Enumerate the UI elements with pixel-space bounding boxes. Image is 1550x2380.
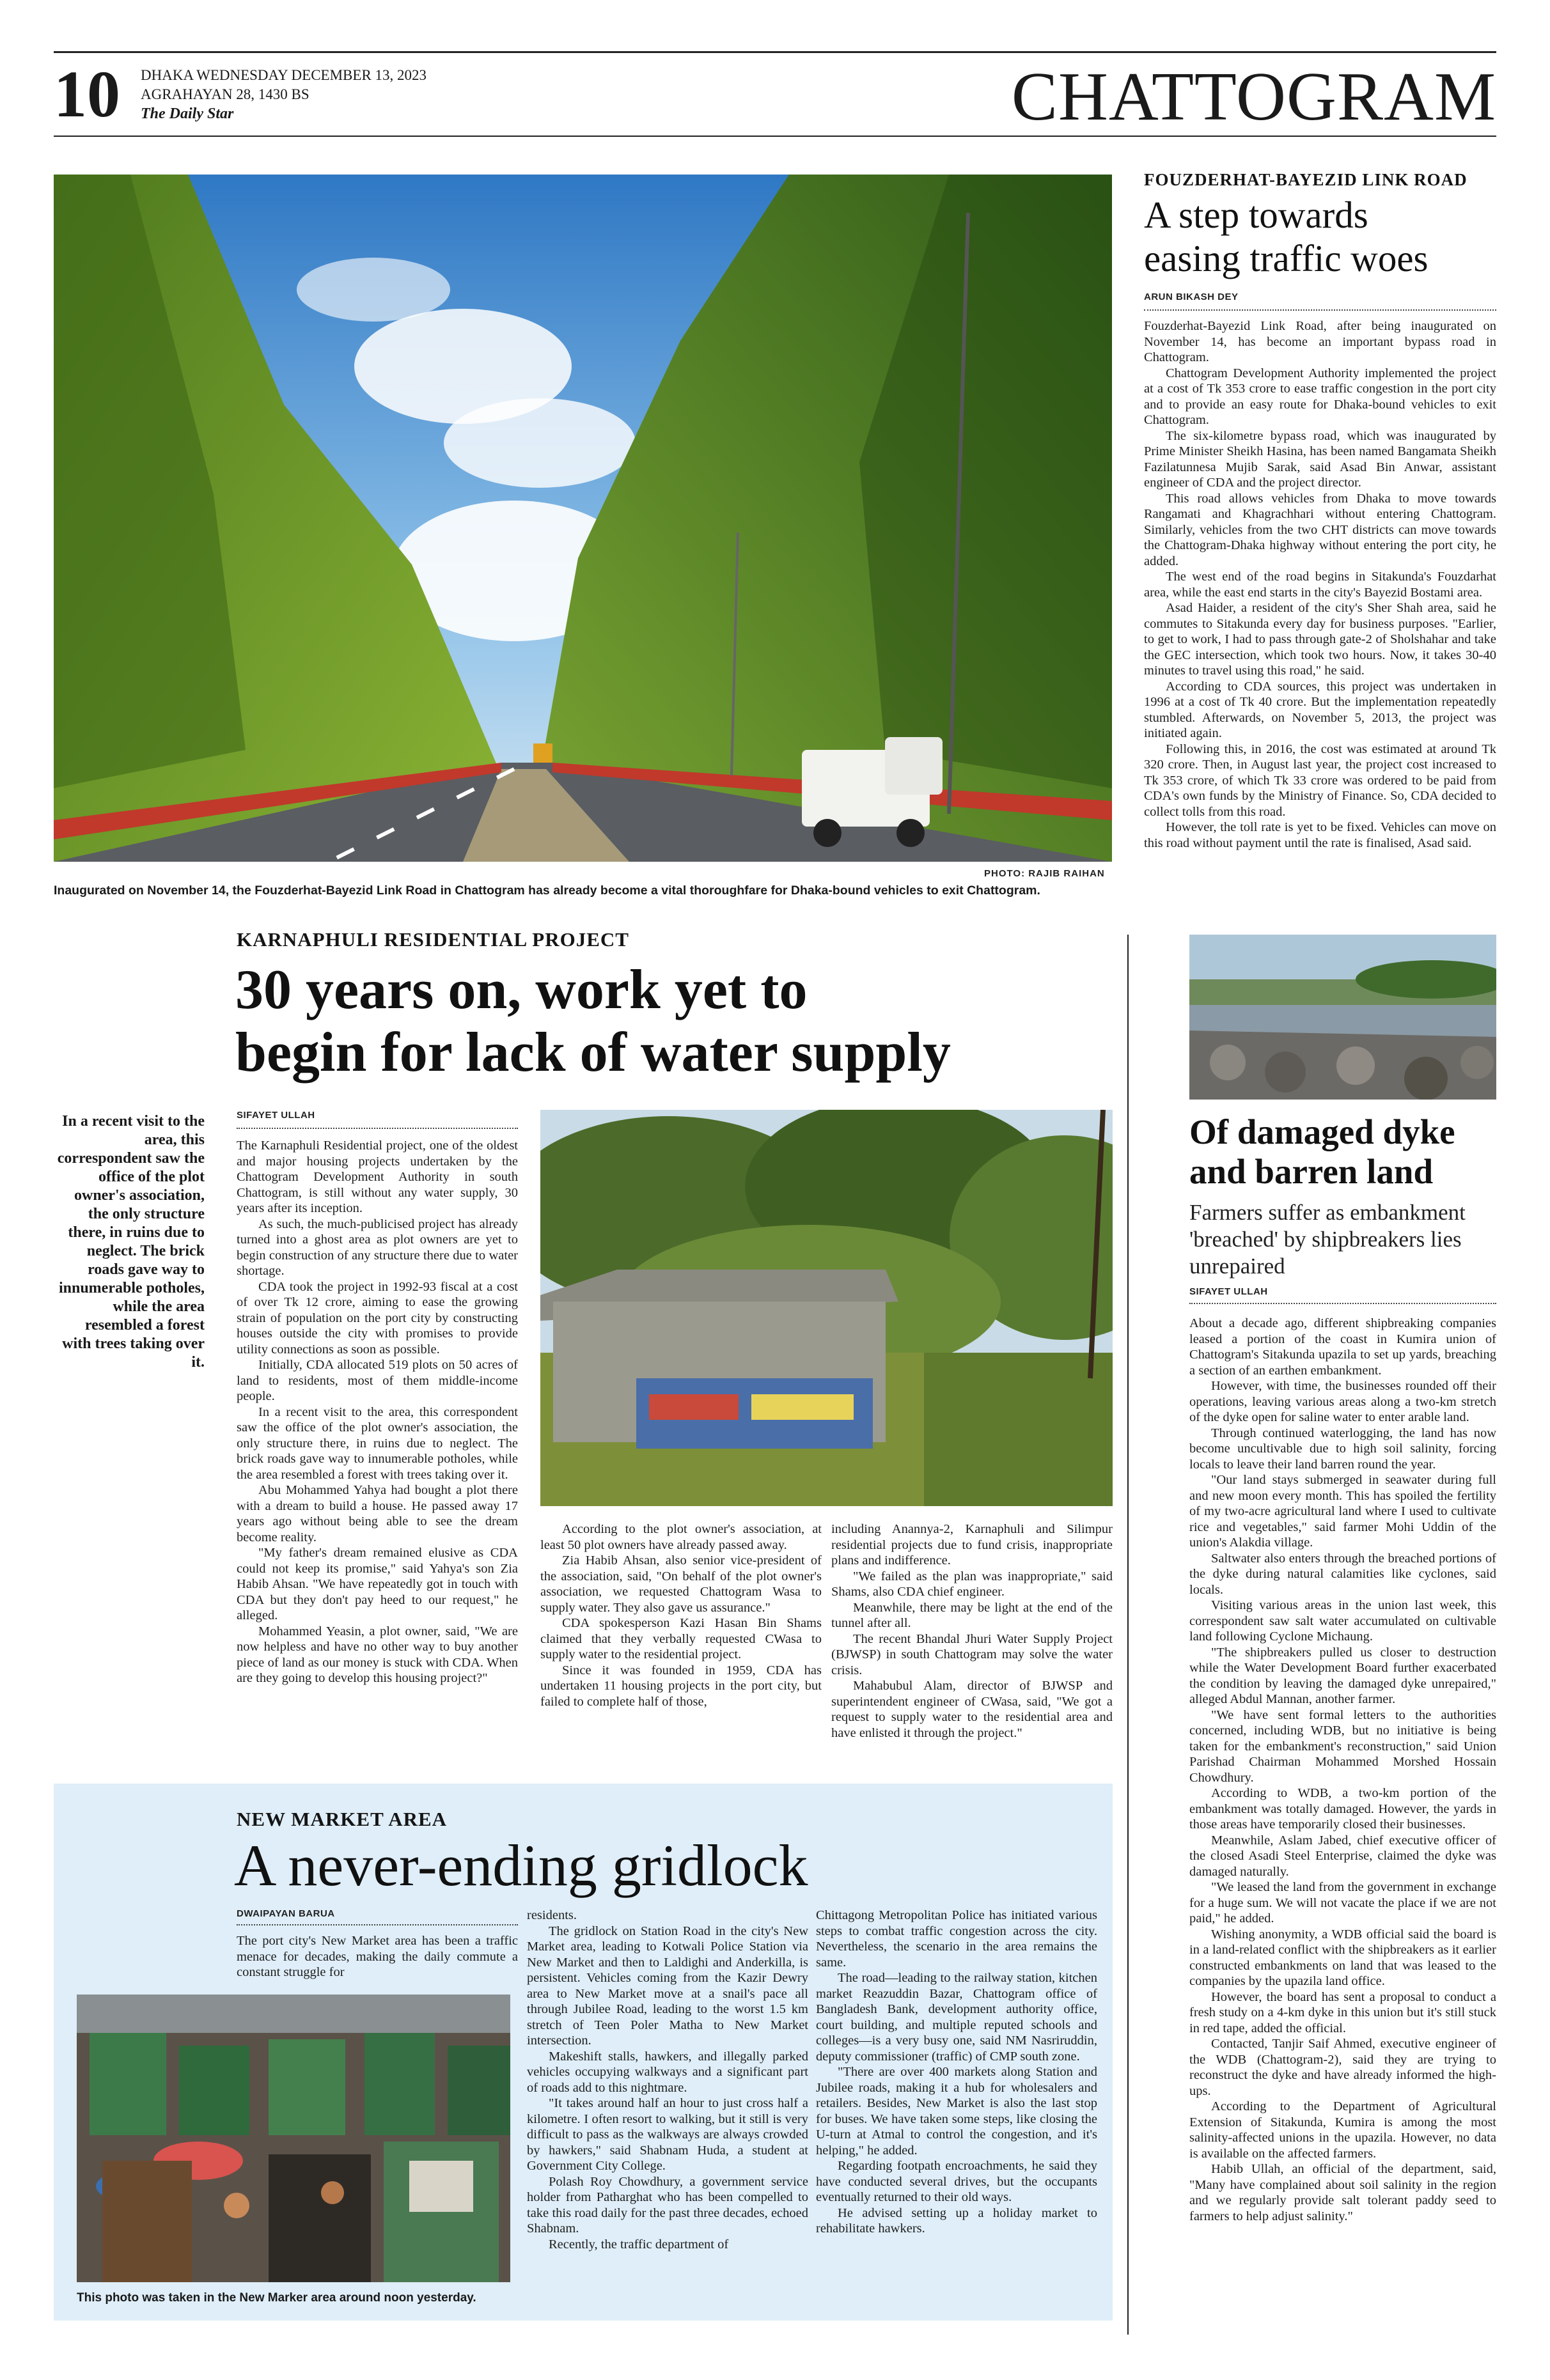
paragraph: The west end of the road begins in Sitakunda's Fouzdarhat area, while the east end starts in the city's Bayezid Bostami area. (1144, 570, 1496, 600)
paragraph: About a decade ago, different shipbreaking companies leased a portion of the coast in Kumira union of Chattogram's Sitakunda upazila to set up yards, breaching a section of an earthen embankment. (1189, 1316, 1496, 1378)
dyke-headline: Of damaged dyke and barren land (1189, 1112, 1455, 1191)
bangla-date: AGRAHAYAN 28, 1430 BS (141, 86, 309, 102)
paragraph: "The shipbreakers pulled us closer to destruction while the Water Development Board further exacerbated the condition by leaving the damaged dyke unrepaired," alleged Abdul Mannan, another farmer. (1189, 1645, 1496, 1706)
paragraph: Regarding footpath encroachments, he said they have conducted several drives, but the occupants eventually returned to their old ways. (816, 2159, 1097, 2204)
dyke-subhead: Farmers suffer as embankment 'breached' by shipbreakers lies unrepaired (1189, 1200, 1466, 1279)
new-market-kicker: NEW MARKET AREA (237, 1808, 448, 1830)
new-market-column-3 (816, 1908, 1097, 2314)
paragraph: Visiting various areas in the union last week, this correspondent saw salt water accumulated on cultivable land following Cyclone Michaung. (1189, 1598, 1496, 1644)
paragraph: "We have sent formal letters to the authorities concerned, including WDB, but no initiative is being taken for the embankment's reconstruction," said Union Parishad Chairman Mohammed Morshed Hossain Chowdhury. (1189, 1707, 1496, 1785)
paragraph: "Our land stays submerged in seawater during full and new moon every month. This has spoiled the fertility of my two-acre agricultural land where I used to cultivate rice and vegetables," said farmer Mohi Uddin of the union's Alakdia village. (1189, 1473, 1496, 1550)
paragraph: However, the board has sent a proposal to conduct a fresh study on a 4-km dyke in this union but it's still stuck in red tape, added the official. (1189, 1989, 1496, 2035)
paragraph: Since it was founded in 1959, CDA has undertaken 11 housing projects in the port city, but failed to complete half of those, (540, 1663, 822, 1709)
paragraph: Recently, the traffic department of (549, 2237, 729, 2252)
dyke-photo (1189, 935, 1496, 1100)
paragraph: Through continued waterlogging, the land has now become uncultivable due to high soil salinity, forcing locals to leave their land barren round the year. (1189, 1426, 1496, 1472)
paragraph: Makeshift stalls, hawkers, and illegally parked vehicles occupying walkways and a significant part of roads add to this nightmare. (527, 2049, 808, 2095)
pull-quote: In a recent visit to the area, this correspondent saw the office of the plot owner's association, the only structure there, in ruins due to neglect. The brick roads gave way to innumerable potholes, while the area resembled a forest with trees taking over it. (57, 1113, 205, 1371)
paragraph: Wishing anonymity, a WDB official said the board is in a land-related conflict with the shipbreakers as it earlier constructed embankments on land that was leased to the companies by the upazila land office. (1189, 1927, 1496, 1988)
paragraph: CDA spokesperson Kazi Hasan Bin Shams claimed that they verbally requested CWasa to supply water to the residential project. (540, 1616, 822, 1661)
paragraph: The recent Bhandal Jhuri Water Supply Project (BJWSP) in south Chattogram may solve the water crisis. (831, 1631, 1113, 1677)
lead-byline-rule (1144, 309, 1496, 311)
paragraph: In a recent visit to the area, this correspondent saw the office of the plot owner's association, the only structure there, in ruins due to neglect. The brick roads gave way to innumerable potholes, while the area resembled a forest with trees taking over it. (237, 1404, 518, 1482)
new-market-intro: The port city's New Market area has been a traffic menace for decades, making the daily commute a constant struggle for (237, 1934, 518, 1979)
paragraph: Habib Ullah, an official of the department, said, "Many have complained about soil salinity in the region and we regularly provide salt tolerant paddy seed to farmers to help adjust salinity." (1189, 2162, 1496, 2223)
lead-photo-caption: Inaugurated on November 14, the Fouzderhat-Bayezid Link Road in Chattogram has already become a vital thoroughfare for Dhaka-bound vehicles to exit Chattogram. (54, 883, 1040, 898)
lead-kicker: FOUZDERHAT-BAYEZID LINK ROAD (1144, 170, 1468, 189)
paragraph: "It takes around half an hour to just cross half a kilometre. I often resort to walking, but it still is very difficult to pass as the walkways are always crowded by hawkers," said Shabnam Huda, a student at Government City College. (527, 2096, 808, 2173)
paragraph: Abu Mohammed Yahya had bought a plot there with a dream to build a house. He passed away 17 years ago without being able to see the dream become reality. (237, 1483, 518, 1544)
karnaphuli-byline: SIFAYET ULLAH (237, 1110, 315, 1121)
paper-name: The Daily Star (141, 105, 234, 122)
paragraph: However, the toll rate is yet to be fixed. Vehicles can move on this road without payment until the rate is finalised, Asad said. (1144, 820, 1496, 850)
paragraph: According to the plot owner's association, at least 50 plot owners have already passed away. (540, 1522, 822, 1552)
paragraph: He advised setting up a holiday market to rehabilitate hawkers. (816, 2205, 1097, 2236)
page-number: 10 (54, 58, 120, 131)
new-market-headline: A never-ending gridlock (234, 1833, 808, 1898)
paragraph: Zia Habib Ahsan, also senior vice-president of the association, said, "On behalf of the plot owner's association, we requested Chattogram Wasa to supply water. They also gave us assurance." (540, 1553, 822, 1615)
paragraph: Asad Haider, a resident of the city's Sher Shah area, said he commutes to Sitakunda every day for business purposes. "Earlier, to get to work, I had to pass through gate-2 of Sholshahar and take the GEC intersection, which took two hours. Now, it takes 30-40 minutes to travel using this road," he said. (1144, 601, 1496, 678)
paragraph: residents. (527, 1908, 577, 1922)
paragraph: Chattogram Development Authority implemented the project at a cost of Tk 353 crore to ease traffic congestion in the port city and to provide an easy route for Dhaka-bound vehicles to exit Chattogram. (1144, 366, 1496, 427)
column-divider (1127, 935, 1129, 2335)
paragraph: Mahabubul Alam, director of BJWSP and superintendent engineer of CWasa, said, "We got a request to supply water to the residential area and have enlisted it through the project." (831, 1679, 1113, 1740)
karnaphuli-byline-rule (237, 1128, 518, 1130)
new-market-caption: This photo was taken in the New Marker area around noon yesterday. (77, 2291, 476, 2305)
top-rule (54, 51, 1496, 53)
paragraph: Meanwhile, there may be light at the end of the tunnel after all. (831, 1600, 1113, 1630)
paragraph: Polash Roy Chowdhury, a government service holder from Patharghat who has been compelled to take this road daily for the past three decades, echoed Shabnam. (527, 2174, 808, 2236)
paragraph: The Karnaphuli Residential project, one of the oldest and major housing projects undertaken by the Chattogram Development Authority in south Chattogram, is still without any water supply, 30 years after its inception. (237, 1139, 518, 1215)
date-line: DHAKA WEDNESDAY DECEMBER 13, 2023 (141, 67, 427, 83)
paragraph: Fouzderhat-Bayezid Link Road, after being inaugurated on November 14, has become an important bypass road in Chattogram. (1144, 319, 1496, 364)
new-market-byline: DWAIPAYAN BARUA (237, 1908, 335, 1919)
paragraph: CDA took the project in 1992-93 fiscal at a cost of over Tk 12 crore, aiming to ease the growing strain of population on the port city by constructing houses outside the city with promises to provide utility connections as soon as possible. (237, 1279, 518, 1357)
paragraph: Chittagong Metropolitan Police has initiated various steps to combat traffic congestion across the city. Nevertheless, the scenario in the area remains the same. (816, 1908, 1097, 1970)
paragraph: "We leased the land from the government in exchange for a huge sum. We will not vacate the place if we are not paid," he added. (1189, 1880, 1496, 1925)
photo-credit: PHOTO: RAJIB RAIHAN (984, 868, 1105, 879)
paragraph: "There are over 400 markets along Station and Jubilee roads, making it a hub for wholesalers and retailers. Besides, New Market is also the last stop for buses. We have taken some steps, like closing the U-turn at Atmal to control the congestion, and it's helping," he added. (816, 2065, 1097, 2158)
ruined-office-photo (540, 1110, 1113, 1506)
karnaphuli-column-3 (831, 1521, 1113, 1758)
paragraph: According to WDB, a two-km portion of the embankment was totally damaged. However, the yards in those areas have temporarily closed their businesses. (1189, 1786, 1496, 1832)
new-market-byline-rule (237, 1924, 518, 1926)
dyke-byline: SIFAYET ULLAH (1189, 1286, 1268, 1297)
karnaphuli-headline: 30 years on, work yet to begin for lack of water supply (235, 959, 951, 1084)
lead-headline: A step towards easing traffic woes (1144, 194, 1429, 279)
paragraph: "We failed as the plan was inappropriate," said Shams, also CDA chief engineer. (831, 1569, 1113, 1599)
paragraph: However, with time, the businesses rounded off their operations, leaving various areas along a two-km stretch of the dyke open for saline water to enter arable land. (1189, 1379, 1496, 1424)
paragraph: This road allows vehicles from Dhaka to move towards Rangamati and Khagrachhari without entering Chattogram. Similarly, vehicles from the two CHT districts can move towards the Chattogram-Dhaka highway without entering the port city, he added. (1144, 491, 1496, 568)
paragraph: The road—leading to the railway station, kitchen market Reazuddin Bazar, Chattogram office of Bangladesh Bank, development authority office, court building, and multiple reputed schools and colleges—is a very busy one, said NM Nasriruddin, deputy commissioner (traffic) of CMP south zone. (816, 1971, 1097, 2064)
lead-body (1144, 318, 1496, 958)
lead-byline: ARUN BIKASH DEY (1144, 292, 1239, 302)
paragraph: The gridlock on Station Road in the city's New Market area, leading to Kotwali Police Station via New Market and then to Laldighi and Anderkilla, is persistent. Vehicles coming from the Kazir Dewry area to New Market move at a snail's pace all through Jubilee Road, leading to the worst 1.5 km stretch of Teen Poler Matha to New Market intersection. (527, 1924, 808, 2048)
paragraph: Meanwhile, Aslam Jabed, chief executive officer of the closed Asadi Steel Enterprise, claimed the dyke was damaged naturally. (1189, 1833, 1496, 1879)
paragraph: The six-kilometre bypass road, which was inaugurated by Prime Minister Sheikh Hasina, has been named Bangamata Sheikh Fazilatunnesa Mujib Sarak, said Asad Bin Anwar, assistant engineer of CDA and the project director. (1144, 428, 1496, 490)
dyke-body (1189, 1316, 1496, 2341)
section-title: CHATTOGRAM (1011, 59, 1496, 135)
masthead-rule (54, 136, 1496, 137)
paragraph: Saltwater also enters through the breached portions of the dyke during natural calamities like cyclones, said locals. (1189, 1551, 1496, 1597)
new-market-column-2 (527, 1908, 808, 2314)
paragraph: Contacted, Tanjir Saif Ahmed, executive engineer of the WDB (Chattogram-2), said they are trying to reconstruct the dyke and have already informed the high-ups. (1189, 2037, 1496, 2098)
paragraph: including Anannya-2, Karnaphuli and Silimpur residential projects due to fund crisis, inappropriate plans and indifference. (831, 1522, 1113, 1567)
karnaphuli-kicker: KARNAPHULI RESIDENTIAL PROJECT (237, 928, 629, 951)
link-road-photo (54, 175, 1112, 862)
paragraph: "My father's dream remained elusive as CDA could not keep its promise," said Yahya's son Zia Habib Ahsan. "We have repeatedly got in touch with CDA but they don't pay heed to our request," he alleged. (237, 1546, 518, 1622)
karnaphuli-column-2 (540, 1521, 822, 1758)
paragraph: According to CDA sources, this project was undertaken in 1996 at a cost of Tk 40 crore. But the implementation repeatedly stumbled. Afterwards, on November 5, 2013, the project was initiated again. (1144, 679, 1496, 740)
dyke-byline-rule (1189, 1303, 1496, 1305)
paragraph: According to the Department of Agricultural Extension of Sitakunda, Kumira is among the most salinity-affected unions in the upazila. However, no data is available on the affected farmers. (1189, 2099, 1496, 2161)
paragraph: As such, the much-publicised project has already turned into a ghost area as plot owners are yet to begin construction of any structure there due to water shortage. (237, 1217, 518, 1278)
karnaphuli-column-1 (237, 1138, 518, 1758)
paragraph: Initially, CDA allocated 519 plots on 50 acres of land to residents, most of them middle-income people. (237, 1358, 518, 1403)
paragraph: Mohammed Yeasin, a plot owner, said, "We are now helpless and have no other way to buy another piece of land as our money is stuck with CDA. When are they going to develop this housing project?" (237, 1624, 518, 1685)
new-market-photo (77, 1995, 510, 2282)
paragraph: Following this, in 2016, the cost was estimated at around Tk 320 crore. Then, in August last year, the project cost increased to Tk 353 crore, of which Tk 33 crore was ordered to be paid from CDA's own funds by the Ministry of Finance. So, CDA decided to collect tolls from this road. (1144, 742, 1496, 819)
